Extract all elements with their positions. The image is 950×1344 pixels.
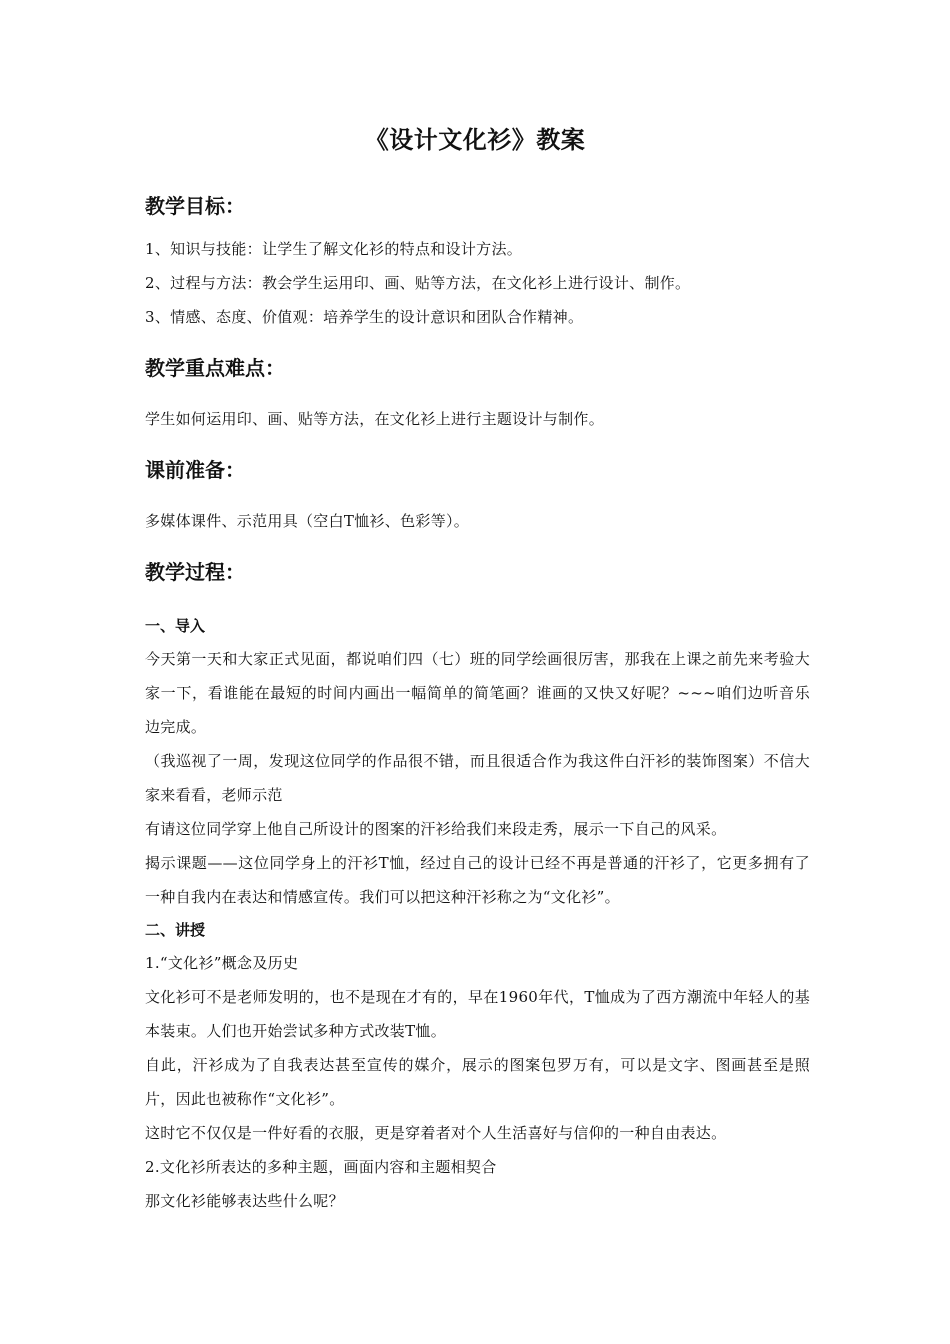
key-points-heading: 教学重点难点： bbox=[145, 356, 285, 380]
objective-item: 1、知识与技能：让学生了解文化衫的特点和设计方法。 bbox=[145, 240, 523, 258]
process-heading: 教学过程： bbox=[145, 560, 245, 584]
objective-item: 2、过程与方法：教会学生运用印、画、贴等方法，在文化衫上进行设计、制作。 bbox=[145, 274, 691, 292]
document-body bbox=[145, 190, 810, 1218]
part2-paragraph: 自此，汗衫成为了自我表达甚至宣传的媒介，展示的图案包罗万有，可以是文字、图画甚至是照片，因此也被称作“文化衫”。 bbox=[145, 1056, 810, 1108]
document-title: 《设计文化衫》教案 bbox=[364, 126, 586, 154]
part2-paragraph: 文化衫可不是老师发明的，也不是现在才有的，早在1960年代，T恤成为了西方潮流中年轻人的基本装束。人们也开始尝试多种方式改装T恤。 bbox=[145, 988, 810, 1040]
part1-heading: 一、导入 bbox=[145, 617, 206, 635]
part2-paragraph: 1.“文化衫”概念及历史 bbox=[145, 954, 299, 972]
part1-paragraph: 有请这位同学穿上他自己所设计的图案的汗衫给我们来段走秀，展示一下自己的风采。 bbox=[145, 820, 727, 838]
preparation-heading: 课前准备： bbox=[145, 458, 245, 482]
part2-paragraph: 2.文化衫所表达的多种主题，画面内容和主题相契合 bbox=[145, 1158, 497, 1176]
objectives-heading: 教学目标： bbox=[145, 194, 245, 218]
part1-paragraph: 揭示课题——这位同学身上的汗衫T恤，经过自己的设计已经不再是普通的汗衫了，它更多拥有了一种自我内在表达和情感宣传。我们可以把这种汗衫称之为“文化衫”。 bbox=[145, 854, 810, 906]
part1-paragraph: 今天第一天和大家正式见面，都说咱们四（七）班的同学绘画很厉害，那我在上课之前先来考验大家一下，看谁能在最短的时间内画出一幅简单的简笔画？谁画的又快又好呢？~~~咱们边听音乐边完成。 bbox=[145, 650, 810, 736]
key-points-text: 学生如何运用印、画、贴等方法，在文化衫上进行主题设计与制作。 bbox=[145, 410, 605, 428]
part2-heading: 二、讲授 bbox=[145, 921, 206, 939]
objective-item: 3、情感、态度、价值观：培养学生的设计意识和团队合作精神。 bbox=[145, 308, 584, 326]
part2-paragraph: 这时它不仅仅是一件好看的衣服，更是穿着者对个人生活喜好与信仰的一种自由表达。 bbox=[145, 1124, 727, 1142]
part2-paragraph: 那文化衫能够表达些什么呢？ bbox=[145, 1192, 344, 1210]
preparation-text: 多媒体课件、示范用具（空白T恤衫、色彩等）。 bbox=[145, 512, 470, 530]
part1-paragraph: （我巡视了一周，发现这位同学的作品很不错，而且很适合作为我这件白汗衫的装饰图案）不信大家来看看，老师示范 bbox=[145, 752, 810, 804]
